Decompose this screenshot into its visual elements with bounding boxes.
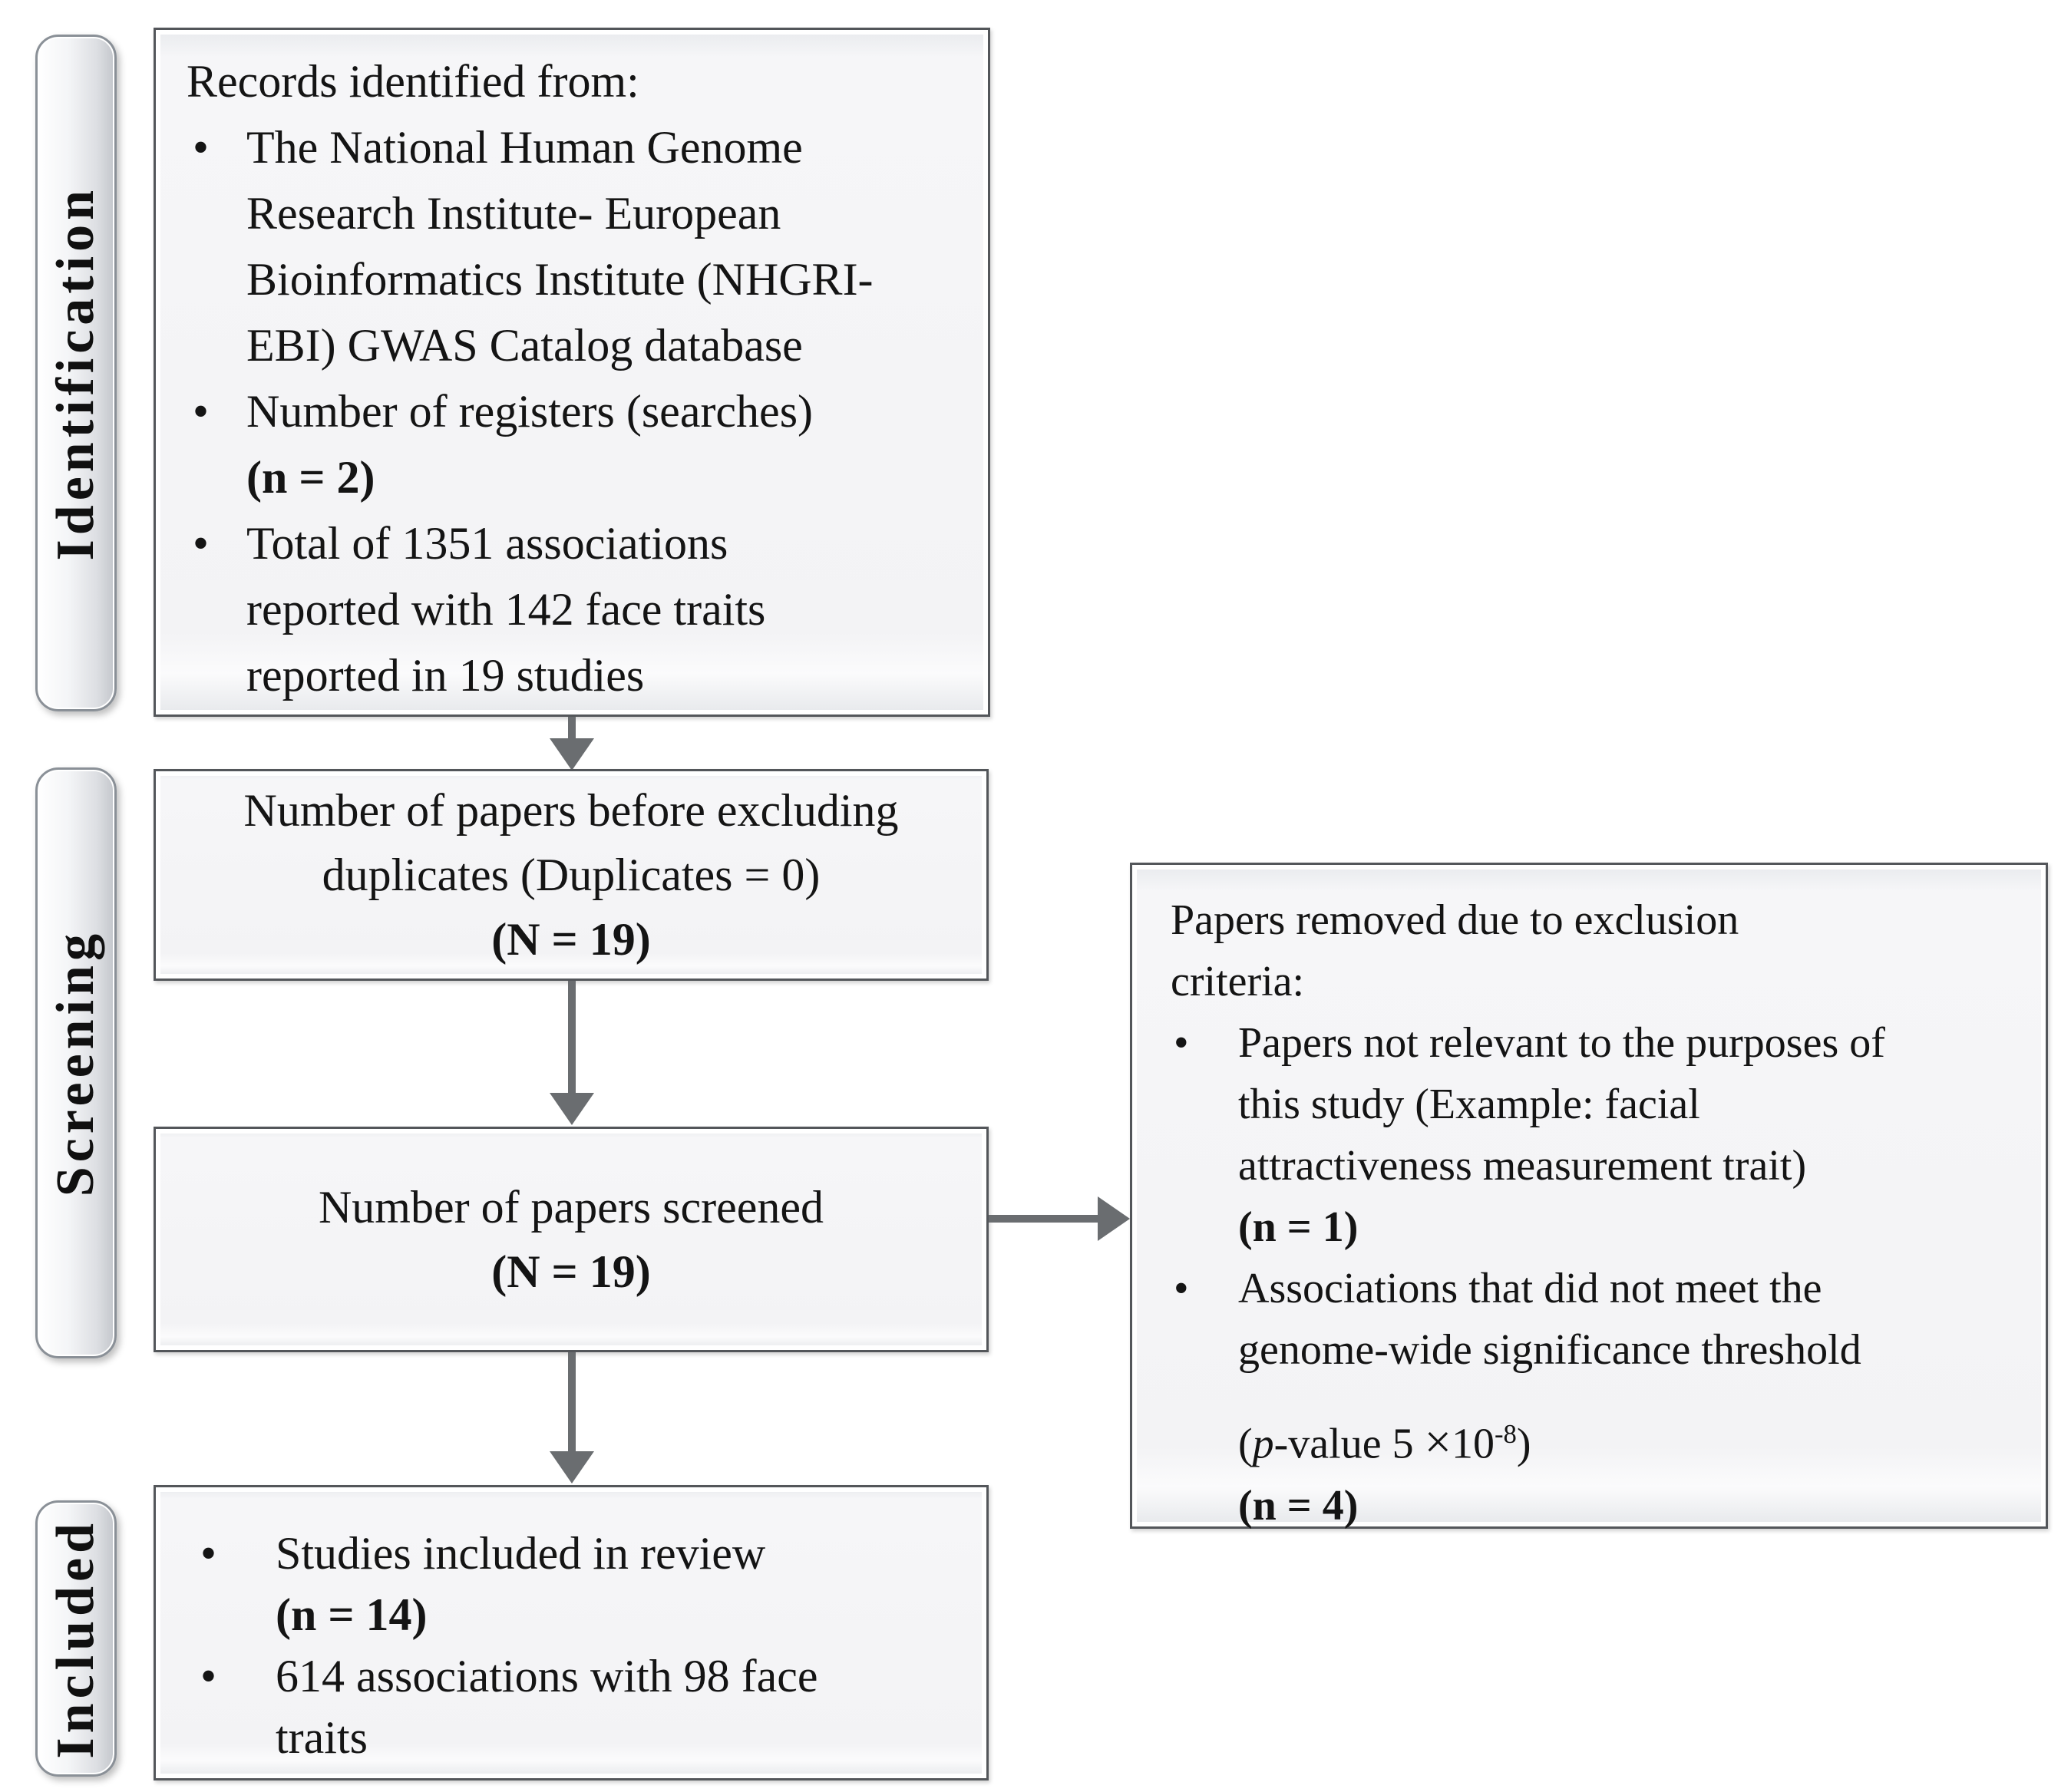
stage-label-screening: Screening [46,929,105,1197]
included-count: (n = 14) [276,1589,428,1640]
bullet-dot [191,1523,276,1645]
records-title: Records identified from: [187,56,639,107]
stage-pill-screening [35,767,117,1358]
exclusion-count: (n = 4) [1238,1481,1359,1530]
bullet-dot [1171,1258,1238,1536]
pvalue-p-italic: p [1252,1420,1274,1468]
included-bullet-associations-lines [276,1645,968,1768]
exclusion-title-line: Papers removed due to exclusion [1171,896,1739,944]
records-line: The National Human Genome [246,122,803,173]
stage-pill-included [35,1500,117,1777]
pvalue-mid: -value 5 [1273,1420,1425,1468]
duplicates-box [154,769,989,981]
arrowhead-down-icon [550,1093,594,1125]
bullet-dot [191,1645,276,1768]
duplicates-line2: duplicates (Duplicates = 0) [322,850,821,900]
exclusion-box [1130,863,2048,1529]
records-line: reported in 19 studies [246,650,645,701]
records-line: Number of registers (searches) [246,386,814,437]
pvalue-open: ( [1238,1420,1253,1468]
included-bullet-studies-lines [276,1523,968,1645]
included-bullet-associations [191,1645,968,1768]
exclusion-bullet-significance [1171,1258,2027,1536]
included-line: 614 associations with 98 face [276,1651,818,1701]
duplicates-line1: Number of papers before excluding [243,785,899,836]
bullet-dot [187,510,246,708]
exclusion-line: attractiveness measurement trait) [1238,1142,1807,1190]
exclusion-bullet-significance-lines [1238,1258,2027,1536]
included-box [154,1485,989,1780]
exclusion-bullet-relevance [1171,1012,2027,1258]
records-bullet-source [187,114,965,378]
records-line: reported with 142 face traits [246,584,766,635]
pvalue-base: 10 [1451,1420,1495,1468]
arrowhead-down-icon [550,1451,594,1483]
stage-pill-identification [35,35,117,711]
exclusion-line: genome-wide significance threshold [1238,1326,1861,1374]
included-bullet-studies [191,1523,968,1645]
bullet-dot [1171,1012,1238,1258]
screened-count: (N = 19) [491,1246,651,1297]
records-line: Research Institute- European [246,188,781,239]
included-line: traits [276,1712,368,1763]
records-line: Bioinformatics Institute (NHGRI- [246,254,874,305]
exclusion-line: Associations that did not meet the [1238,1265,1822,1312]
exclusion-line: Papers not relevant to the purposes of [1238,1019,1885,1067]
exclusion-count: (n = 1) [1238,1203,1359,1251]
records-bullet-source-lines [246,114,965,378]
bullet-dot [187,378,246,510]
arrowhead-down-icon [550,738,594,771]
records-line: EBI) GWAS Catalog database [246,320,803,371]
arrowhead-right-icon [1098,1196,1130,1241]
records-line: Total of 1351 associations [246,518,728,569]
records-bullet-registers-lines [246,378,965,510]
stage-label-identification: Identification [46,185,105,561]
exclusion-line: this study (Example: facial [1238,1081,1700,1128]
screened-box [154,1127,989,1352]
records-bullet-registers [187,378,965,510]
arrow-shaft [568,981,576,1096]
pvalue-close: ) [1516,1420,1531,1468]
records-count: (n = 2) [246,452,375,503]
multiplication-sign: × [1424,1414,1452,1469]
records-bullet-associations [187,510,965,708]
screened-line1: Number of papers screened [318,1182,824,1233]
included-line: Studies included in review [276,1528,766,1579]
bullet-dot [187,114,246,378]
records-bullet-associations-lines [246,510,965,708]
stage-label-included: Included [46,1518,105,1759]
pvalue-line [1238,1404,2027,1475]
records-identified-box [154,28,990,717]
pvalue-exponent: -8 [1494,1419,1517,1449]
duplicates-count: (N = 19) [491,914,651,965]
exclusion-title-line: criteria: [1171,958,1305,1005]
arrow-shaft [568,1352,576,1454]
arrow-shaft [989,1215,1101,1223]
exclusion-bullet-relevance-lines [1238,1012,2027,1258]
